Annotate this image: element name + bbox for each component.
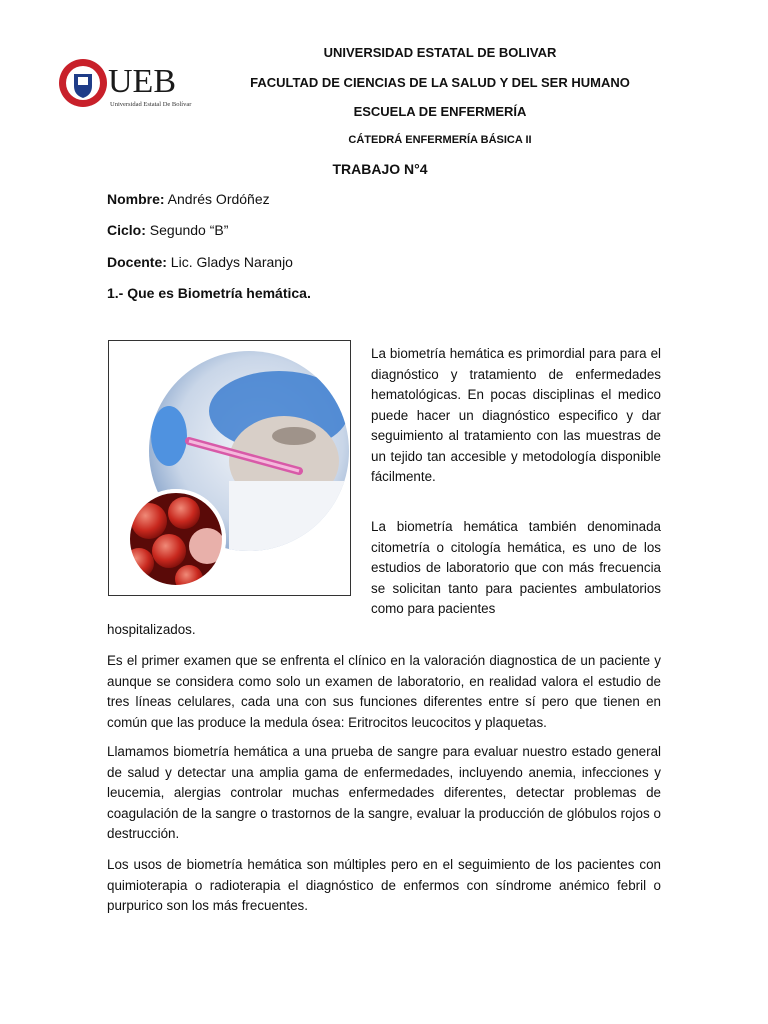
lab-photo [108, 340, 351, 596]
paragraph-intro: La biometría hemática es primordial para para el diagnóstico y tratamiento de enfermedades hematológicas. En pocas disciplinas el medico puede hacer un diagnóstico especifico y dar seguimiento al tratamiento con las muestras de un tejido tan accesible y metodología disponible fácilmente. [371, 346, 661, 484]
question-heading: 1.- Que es Biometría hemática. [107, 285, 311, 301]
paragraph-uses: Los usos de biometría hemática son múltiples pero en el seguimiento de los pacientes con quimioterapia o radioterapia el diagnóstico de enfermos con síndrome anémico febril o purpurico son los más frecuentes. [107, 857, 661, 913]
chair-name: CÁTEDRÁ ENFERMERÍA BÁSICA II [348, 134, 532, 146]
teacher-line [107, 254, 293, 270]
cycle-value: Segundo “B” [145, 222, 229, 238]
logo-text: UEB [108, 63, 176, 100]
assignment-title: TRABAJO N°4 [332, 161, 428, 177]
university-logo [58, 52, 198, 114]
paragraph-definition-tail: hospitalizados. [107, 622, 196, 637]
cycle-line [107, 222, 228, 238]
paragraph-first-exam: Es el primer examen que se enfrenta el clínico en la valoración diagnostica de un paciente y aunque se considera como solo un examen de laboratorio, en realidad valora el estudio de tres líneas celulares, cada una con sus funciones diferentes entre sí pero que tienen en común que las produce la medula ósea: Eritrocitos leucocitos y plaquetas. [107, 653, 661, 730]
paragraph-definition: La biometría hemática también denominada citometría o citología hemática, es uno de los estudios de laboratorio que con más frecuencia se solicitan tanto para pacientes ambulatorios como para pacientes [371, 519, 661, 616]
name-label: Nombre: [107, 191, 165, 207]
school-name: ESCUELA DE ENFERMERÍA [353, 104, 527, 119]
logo-subtext: Universidad Estatal De Bolívar [110, 101, 192, 108]
teacher-label: Docente: [107, 254, 167, 270]
cycle-label: Ciclo: [107, 222, 146, 238]
faculty-name: FACULTAD DE CIENCIAS DE LA SALUD Y DEL SER HUMANO [250, 75, 630, 90]
university-name: UNIVERSIDAD ESTATAL DE BOLIVAR [323, 45, 557, 60]
student-name-line [107, 191, 270, 207]
teacher-value: Lic. Gladys Naranjo [166, 254, 293, 270]
paragraph-purpose: Llamamos biometría hemática a una prueba de sangre para evaluar nuestro estado general de salud y detectar una amplia gama de enfermedades, incluyendo anemia, infecciones y leucemia, alergias controlar muchas enfermedades diferentes, detectar problemas de coagulación de la sangre o trastornos de la sangre, evaluar la producción de glóbulos rojos o destrucción. [107, 744, 661, 841]
student-name: Andrés Ordóñez [164, 191, 270, 207]
